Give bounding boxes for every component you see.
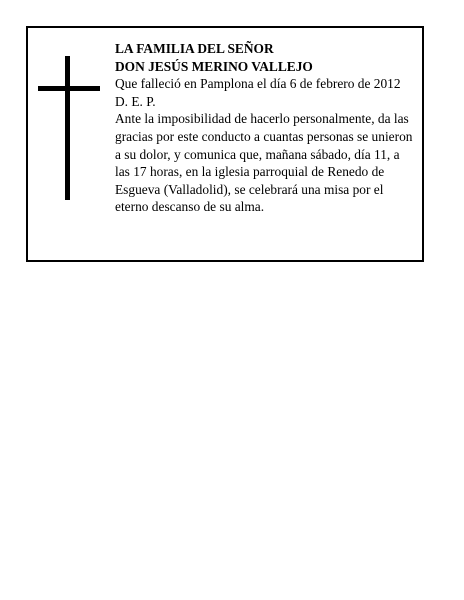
body-line: Ante la imposibilidad de hacerlo personalmente, da las	[115, 111, 409, 127]
cross-vertical-bar	[65, 56, 70, 200]
heading-line-2: DON JESÚS MERINO VALLEJO	[115, 58, 313, 74]
heading-line-1: LA FAMILIA DEL SEÑOR	[115, 41, 274, 56]
body-line: eterno descanso de su alma.	[115, 199, 265, 215]
cross-horizontal-bar	[38, 86, 100, 91]
rip-text: D. E. P.	[115, 93, 156, 109]
body-line: gracias por este conducto a cuantas personas se unieron	[115, 128, 413, 144]
body-line: a su dolor, y comunica que, mañana sábado, día 11, a	[115, 146, 400, 162]
body-line: las 17 horas, en la iglesia parroquial de Renedo de	[115, 164, 385, 180]
body-line: Esgueva (Valladolid), se celebrará una misa por el	[115, 181, 384, 197]
cross-icon	[38, 56, 100, 200]
death-announcement: Que falleció en Pamplona el día 6 de febrero de 2012	[115, 76, 401, 92]
notice-text	[115, 40, 415, 216]
obituary-notice	[26, 26, 424, 262]
